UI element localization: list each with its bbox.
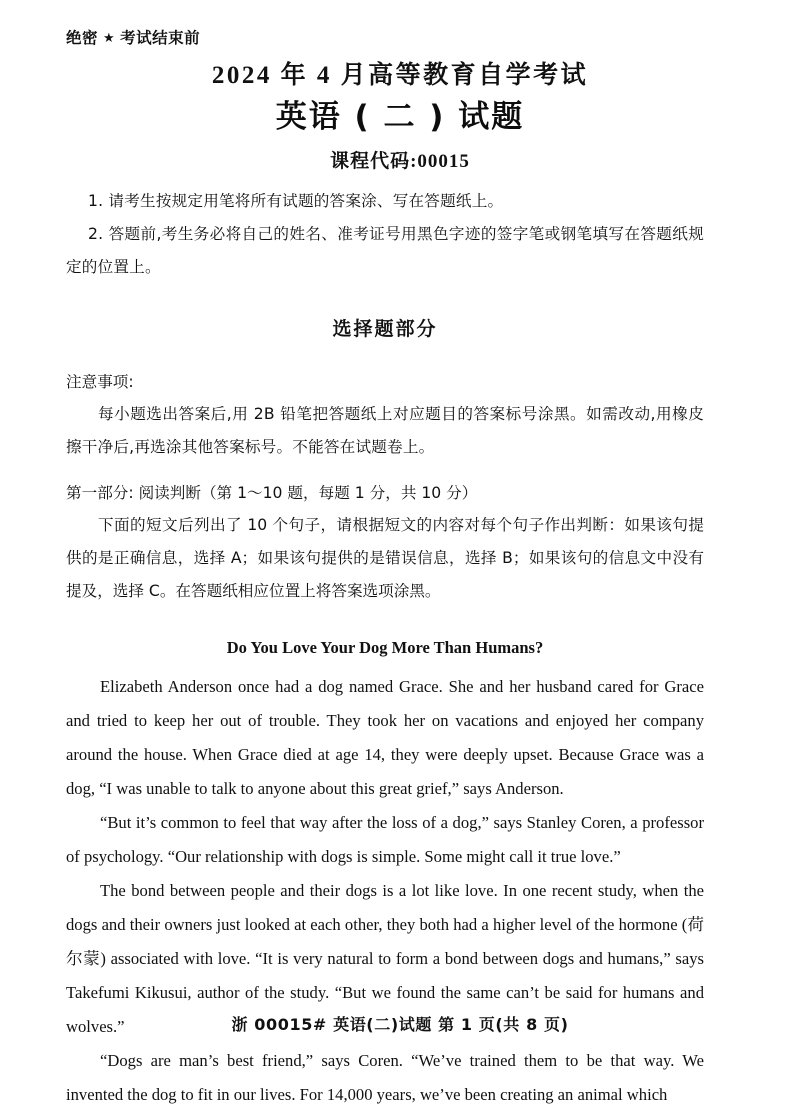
passage-paragraph-3: The bond between people and their dogs is a lot like love. In one recent study, when the dogs and their owners just looked at each other, they both had a higher level of the hormone (荷尔蒙) associated with love. “It is very natural to form a bond between dogs and humans,” says Takefumi Kikusui, author of the study. “But we found the same can’t be said for humans and wolves.” (66, 881, 704, 1036)
part-one-description: 下面的短文后列出了 10 个句子，请根据短文的内容对每个句子作出判断：如果该句提供的是正确信息，选择 A；如果该句提供的是错误信息，选择 B；如果该句的信息文中没有提及，选择 C。在答题纸相应位置上将答案选项涂黑。 (66, 516, 704, 600)
content-column (66, 185, 704, 1112)
notice-label: 注意事项: (66, 373, 134, 391)
spacer (66, 464, 704, 477)
star-icon: ★ (103, 31, 116, 46)
course-code: 课程代码:00015 (330, 151, 470, 173)
security-header (66, 26, 200, 48)
security-header-left: 绝密 (66, 29, 99, 47)
title-block (0, 60, 800, 173)
section-heading: 选择题部分 (332, 318, 438, 340)
notice-body: 每小题选出答案后,用 2B 铅笔把答题纸上对应题目的答案标号涂黑。如需改动,用橡皮擦干净后,再选涂其他答案标号。不能答在试题卷上。 (66, 405, 704, 456)
page-footer: 浙 00015# 英语(二)试题 第 1 页(共 8 页) (231, 1015, 569, 1034)
security-header-right: 考试结束前 (120, 29, 201, 47)
part-one-heading: 第一部分: 阅读判断（第 1～10 题，每题 1 分，共 10 分） (66, 484, 478, 502)
paper-title: 英语 ( 二 ) 试题 (275, 99, 525, 136)
passage-title: Do You Love Your Dog More Than Humans? (226, 638, 544, 657)
instruction-item-2: 2. 答题前,考生务必将自己的姓名、准考证号用黑色字迹的签字笔或钢笔填写在答题纸规定的位置上。 (66, 225, 704, 276)
passage-paragraph-1: Elizabeth Anderson once had a dog named Grace. She and her husband cared for Grace and tried to keep her out of trouble. They took her on vacations and enjoyed her company around the house. When Grace died at age 14, they were deeply upset. Because Grace was a dog, “I was unable to talk to anyone about this great grief,” says Anderson. (66, 677, 704, 798)
instruction-item-1: 1. 请考生按规定用笔将所有试题的答案涂、写在答题纸上。 (88, 192, 504, 210)
passage-paragraph-2: “But it’s common to feel that way after the loss of a dog,” says Stanley Coren, a professor of psychology. “Our relationship with dogs is simple. Some might call it true love.” (66, 813, 704, 866)
passage-paragraph-4: “Dogs are man’s best friend,” says Coren. “We’ve trained them to be that way. We invented the dog to fit in our lives. For 14,000 years, we’ve been creating an animal which (66, 1051, 704, 1104)
exam-title: 2024 年 4 月高等教育自学考试 (211, 62, 589, 89)
